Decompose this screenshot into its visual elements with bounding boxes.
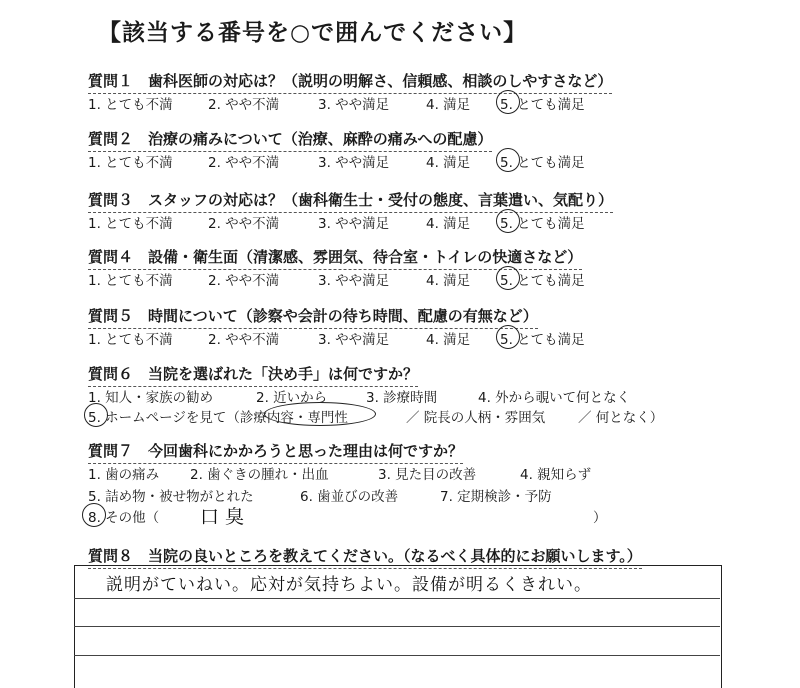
q2-selection-circle: [496, 148, 520, 172]
q1-option-3[interactable]: 3. やや満足: [318, 97, 390, 113]
q6-option-5-personality[interactable]: ／ 院長の人柄・雰囲気: [406, 410, 546, 426]
question-2-heading: 質問２ 治療の痛みについて（治療、麻酔の痛みへの配慮）: [88, 128, 492, 152]
q6-selection-circle: [84, 403, 108, 427]
question-4-heading: 質問４ 設備・衛生面（清潔感、雰囲気、待合室・トイレの快適さなど）: [88, 246, 582, 270]
q1-option-2[interactable]: 2. やや不満: [208, 97, 280, 113]
question-1-heading: 質問１ 歯科医師の対応は？（説明の明解さ、信頼感、相談のしやすさなど）: [88, 70, 612, 94]
q3-option-2[interactable]: 2. やや不満: [208, 216, 280, 232]
q2-option-2[interactable]: 2. やや不満: [208, 155, 280, 171]
q3-option-4[interactable]: 4. 満足: [426, 216, 471, 232]
q4-option-1[interactable]: 1. とても不満: [88, 273, 173, 289]
q6-option-2[interactable]: 2. 近いから: [256, 390, 328, 406]
q6-option-4[interactable]: 4. 外から覗いて何となく: [478, 390, 631, 406]
q7-option-6[interactable]: 6. 歯並びの改善: [300, 489, 399, 505]
q5-option-1[interactable]: 1. とても不満: [88, 332, 173, 348]
q7-selection-circle: [82, 503, 106, 527]
q7-option-3[interactable]: 3. 見た目の改善: [378, 467, 477, 483]
q4-option-3[interactable]: 3. やや満足: [318, 273, 390, 289]
question-7-heading: 質問７ 今回歯科にかかろうと思った理由は何ですか？: [88, 440, 463, 464]
question-6-heading: 質問６ 当院を選ばれた「決め手」は何ですか？: [88, 363, 418, 387]
page-title: 【該当する番号を○で囲んでください】: [98, 20, 528, 46]
q5-option-2[interactable]: 2. やや不満: [208, 332, 280, 348]
q6-option-3[interactable]: 3. 診療時間: [366, 390, 438, 406]
q3-selection-circle: [496, 209, 520, 233]
q4-option-5[interactable]: 5. とても満足: [500, 273, 585, 289]
q6-content-circle: [264, 402, 376, 426]
q4-selection-circle: [496, 266, 520, 290]
answer-line-2: [74, 626, 720, 627]
q3-option-1[interactable]: 1. とても不満: [88, 216, 173, 232]
q1-option-1[interactable]: 1. とても不満: [88, 97, 173, 113]
question-3-heading: 質問３ スタッフの対応は？（歯科衛生士・受付の態度、言葉遣い、気配り）: [88, 189, 613, 213]
question-8-heading: 質問８ 当院の良いところを教えてください。（なるべく具体的にお願いします。）: [88, 545, 642, 569]
q7-option-4[interactable]: 4. 親知らず: [520, 467, 592, 483]
q7-other-handwritten-answer: 口臭: [200, 506, 251, 528]
q5-option-5[interactable]: 5. とても満足: [500, 332, 585, 348]
q1-option-4[interactable]: 4. 満足: [426, 97, 471, 113]
q2-option-3[interactable]: 3. やや満足: [318, 155, 390, 171]
q7-option-1[interactable]: 1. 歯の痛み: [88, 467, 160, 483]
q3-option-3[interactable]: 3. やや満足: [318, 216, 390, 232]
q6-option-1[interactable]: 1. 知人・家族の勧め: [88, 390, 214, 406]
q6-option-5-anyway[interactable]: ／ 何となく）: [578, 410, 664, 426]
q1-selection-circle: [496, 90, 520, 114]
q4-option-2[interactable]: 2. やや不満: [208, 273, 280, 289]
q7-option-8-close: ）: [593, 510, 607, 526]
q5-selection-circle: [496, 325, 520, 349]
answer-line-1: [74, 598, 720, 599]
q7-option-2[interactable]: 2. 歯ぐきの腫れ・出血: [190, 467, 329, 483]
q8-handwritten-answer: 説明がていねい。応対が気持ちよい。設備が明るくきれい。: [106, 575, 592, 595]
q7-option-5[interactable]: 5. 詰め物・被せ物がとれた: [88, 489, 254, 505]
q7-option-8[interactable]: 8. その他（: [88, 510, 160, 526]
q7-option-7[interactable]: 7. 定期検診・予防: [440, 489, 552, 505]
q2-option-1[interactable]: 1. とても不満: [88, 155, 173, 171]
answer-line-3: [74, 655, 720, 656]
q1-option-5[interactable]: 5. とても満足: [500, 97, 585, 113]
q6-option-5[interactable]: 5. ホームページを見て（診療内容・専門性: [88, 410, 348, 426]
q3-option-5[interactable]: 5. とても満足: [500, 216, 585, 232]
q5-option-4[interactable]: 4. 満足: [426, 332, 471, 348]
q5-option-3[interactable]: 3. やや満足: [318, 332, 390, 348]
question-5-heading: 質問５ 時間について（診察や会計の待ち時間、配慮の有無など）: [88, 305, 538, 329]
q2-option-4[interactable]: 4. 満足: [426, 155, 471, 171]
q2-option-5[interactable]: 5. とても満足: [500, 155, 585, 171]
q4-option-4[interactable]: 4. 満足: [426, 273, 471, 289]
